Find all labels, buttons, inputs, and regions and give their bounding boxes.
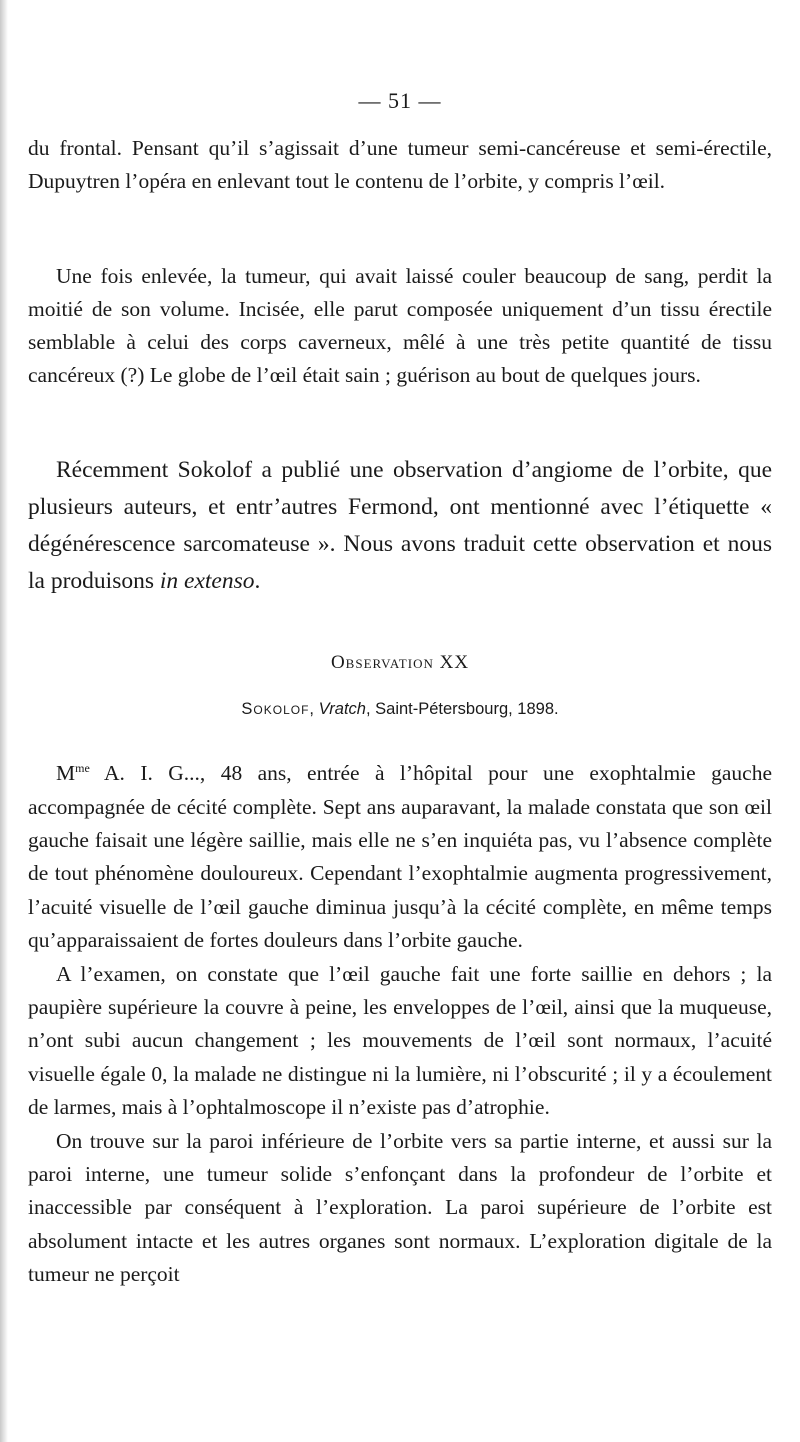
- body-paragraph-1: [28, 752, 772, 958]
- source-journal: Vratch: [318, 700, 366, 718]
- paragraph-3-end: .: [254, 568, 261, 594]
- source-place-date: , Saint-Pétersbourg, 1898.: [365, 700, 559, 718]
- source-comma: ,: [309, 700, 319, 718]
- body-p1-text: A. I. G..., 48 ans, entrée à l’hôpital pour une exophtalmie gauche accompagnée de cécité complète. Sept ans auparavant, la malade constata que son œil gauche faisait une légère saillie, mais elle ne s’en inquiéta pas, vu l’absence complète de tout phénomène douloureux. Cependant l’exophtalmie augmenta progressivement, l’acuité visuelle de l’œil gauche diminua jusqu’à la cécité complète, en même temps qu’apparaissaient de fortes douleurs dans l’orbite gauche.: [28, 761, 772, 953]
- paragraph-3: [28, 452, 772, 600]
- body-paragraph-3: On trouve sur la paroi inférieure de l’orbite vers sa partie interne, et aussi sur la paroi interne, une tumeur solide s’enfonçant dans la profondeur de l’orbite et inaccessible par conséquent à l’exploration. La paroi supérieure de l’orbite est absolument intacte et les autres organes sont normaux. L’exploration digitale de la tumeur ne perçoit: [28, 1128, 772, 1287]
- paragraph-tumor-removal: [28, 260, 772, 392]
- source-author: Sokolof: [241, 700, 310, 718]
- paragraph-sokolof-intro: [28, 452, 772, 600]
- paragraph-3-text: Récemment Sokolof a publié une observation d’angiome de l’orbite, que plusieurs auteurs, et entr’autres Fermond, ont mentionné avec l’étiquette « dégénérescence sarcomateuse ». Nous avons traduit cette observation et nous la produisons: [28, 457, 772, 594]
- paragraph-2: Une fois enlevée, la tumeur, qui avait laissé couler beaucoup de sang, perdit la moitié de son volume. Incisée, elle parut composée uniquement d’un tissu érectile semblable à celui des corps caverneux, mêlé à une très petite quantité de tissu cancéreux (?) Le globe de l’œil était sain ; guérison au bout de quelques jours.: [28, 264, 772, 387]
- observation-source: [0, 700, 800, 719]
- body-p1-prefix: M: [56, 761, 76, 786]
- paragraph-3-italic: in extenso: [159, 568, 255, 594]
- body-p1-sup: me: [75, 761, 90, 775]
- page-edge-shadow: [0, 0, 8, 1442]
- paragraph-continuation: [28, 132, 772, 198]
- observation-body: [28, 752, 772, 1292]
- body-paragraph-2: A l’examen, on constate que l’œil gauche fait une forte saillie en dehors ; la paupière supérieure la couvre à peine, les enveloppes de l’œil, ainsi que la muqueuse, n’ont subi aucun changement ; les mouvements de l’œil sont normaux, l’acuité visuelle égale 0, la malade ne distingue ni la lumière, ni l’obscurité ; il y a écoulement de larmes, mais à l’ophtalmoscope il n’existe pas d’atrophie.: [28, 961, 772, 1120]
- paragraph-1: du frontal. Pensant qu’il s’agissait d’une tumeur semi-cancéreuse et semi-érectile, Dupuytren l’opéra en enlevant tout le contenu de l’orbite, y compris l’œil.: [28, 136, 772, 193]
- page-number: — 51 —: [358, 88, 442, 113]
- observation-heading: Observation XX: [330, 652, 470, 673]
